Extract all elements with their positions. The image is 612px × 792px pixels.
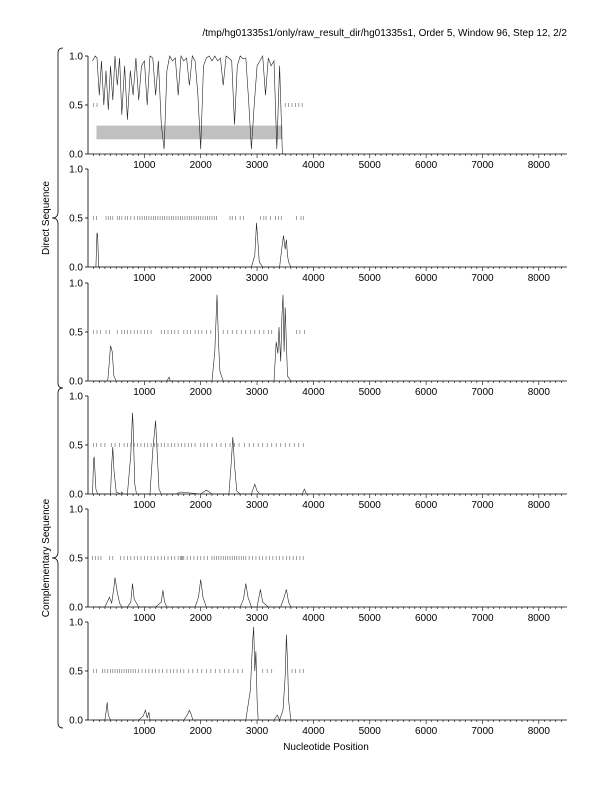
- y-tick-label: 1.0: [69, 617, 83, 629]
- x-tick-label: 5000: [358, 500, 381, 511]
- y-tick-label: 0.5: [69, 213, 83, 225]
- x-tick-label: 5000: [358, 726, 381, 737]
- y-tick-label: 1.0: [69, 504, 83, 516]
- x-tick-label: 7000: [471, 500, 494, 511]
- panel-2: [69, 165, 567, 285]
- panel-5: [69, 505, 567, 625]
- x-tick-label: 6000: [414, 273, 438, 284]
- chart-panels: [69, 52, 567, 738]
- x-tick-label: 5000: [358, 273, 381, 284]
- x-axis-title: Nucleotide Position: [283, 742, 369, 753]
- direct-group-label: Direct Sequence: [41, 181, 52, 255]
- x-tick-label: 7000: [471, 273, 494, 284]
- y-tick-label: 1.0: [69, 278, 83, 290]
- series-line-panel-4: [93, 413, 307, 494]
- direct-group-bracket: [52, 48, 63, 388]
- x-tick-label: 8000: [527, 500, 550, 511]
- panel-3: [69, 279, 567, 399]
- x-tick-label: 1000: [133, 500, 156, 511]
- x-tick-label: 5000: [358, 613, 381, 624]
- x-tick-label: 4000: [302, 273, 325, 284]
- y-tick-label: 0.5: [69, 440, 83, 452]
- y-tick-label: 0.0: [69, 715, 83, 727]
- x-tick-label: 4000: [302, 387, 325, 398]
- orf-band: [96, 126, 282, 140]
- series-line-panel-5: [93, 578, 291, 607]
- y-tick-label: 1.0: [69, 164, 83, 176]
- x-tick-label: 6000: [414, 613, 438, 624]
- series-line-panel-6: [93, 627, 297, 720]
- x-tick-label: 7000: [471, 160, 494, 171]
- x-tick-label: 3000: [245, 387, 269, 398]
- y-tick-label: 0.5: [69, 327, 83, 339]
- x-tick-label: 1000: [133, 726, 156, 737]
- x-tick-label: 2000: [189, 613, 212, 624]
- panel-4: [69, 392, 567, 512]
- x-tick-label: 6000: [414, 387, 438, 398]
- y-tick-label: 0.0: [69, 376, 83, 388]
- x-tick-label: 1000: [133, 160, 156, 171]
- x-tick-label: 4000: [302, 500, 325, 511]
- y-tick-label: 0.0: [69, 262, 83, 274]
- page-title: /tmp/hg01335s1/only/raw_result_dir/hg01335s1, Order 5, Window 96, Step 12, 2/2: [202, 28, 567, 39]
- series-line-panel-3: [93, 295, 314, 381]
- y-tick-label: 0.5: [69, 666, 83, 678]
- x-tick-label: 3000: [245, 160, 269, 171]
- x-tick-label: 4000: [302, 726, 325, 737]
- y-tick-label: 0.5: [69, 100, 83, 112]
- y-tick-label: 1.0: [69, 391, 83, 403]
- series-line-panel-2: [93, 223, 314, 267]
- x-tick-label: 4000: [302, 613, 325, 624]
- x-tick-label: 6000: [414, 160, 438, 171]
- x-tick-label: 2000: [189, 387, 212, 398]
- x-tick-label: 2000: [189, 726, 212, 737]
- x-tick-label: 3000: [245, 500, 269, 511]
- x-tick-label: 1000: [133, 387, 156, 398]
- y-tick-label: 0.0: [69, 489, 83, 501]
- y-tick-label: 0.0: [69, 602, 83, 614]
- x-tick-label: 3000: [245, 273, 269, 284]
- x-tick-label: 5000: [358, 160, 381, 171]
- panel-1: [69, 52, 567, 172]
- x-tick-label: 1000: [133, 273, 156, 284]
- x-tick-label: 7000: [471, 613, 494, 624]
- x-tick-label: 8000: [527, 273, 550, 284]
- x-tick-label: 8000: [527, 160, 550, 171]
- x-tick-label: 7000: [471, 387, 494, 398]
- x-tick-label: 8000: [527, 726, 550, 737]
- x-tick-label: 4000: [302, 160, 325, 171]
- complementary-group-bracket: [52, 388, 63, 728]
- y-tick-label: 0.0: [69, 149, 83, 161]
- x-tick-label: 2000: [189, 500, 212, 511]
- y-tick-label: 0.5: [69, 553, 83, 565]
- x-tick-label: 2000: [189, 273, 212, 284]
- panel-6: [69, 618, 567, 738]
- x-tick-label: 2000: [189, 160, 212, 171]
- x-tick-label: 8000: [527, 613, 550, 624]
- x-tick-label: 8000: [527, 387, 550, 398]
- complementary-group-label: Complementary Sequence: [41, 498, 52, 618]
- x-tick-label: 3000: [245, 613, 269, 624]
- x-tick-label: 6000: [414, 500, 438, 511]
- x-tick-label: 6000: [414, 726, 438, 737]
- x-tick-label: 1000: [133, 613, 156, 624]
- y-tick-label: 1.0: [69, 51, 83, 63]
- x-tick-label: 5000: [358, 387, 381, 398]
- x-tick-label: 3000: [245, 726, 269, 737]
- x-tick-label: 7000: [471, 726, 494, 737]
